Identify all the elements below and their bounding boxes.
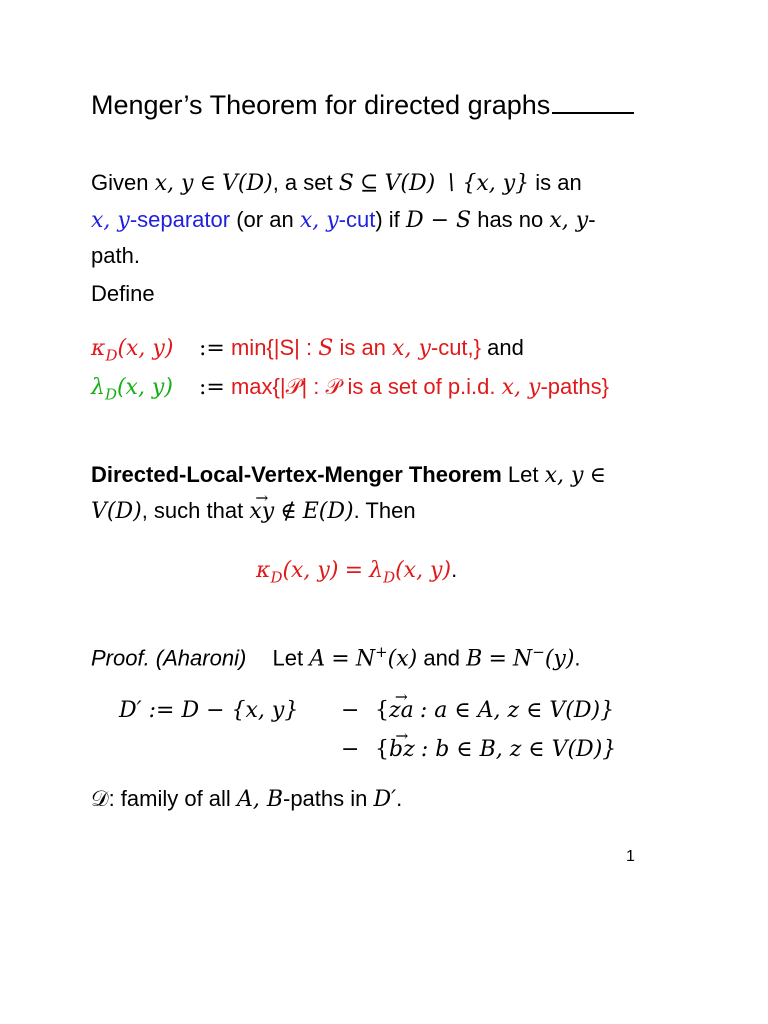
dprime-set2-open: { bbox=[375, 737, 389, 762]
term-separator: -separator bbox=[129, 207, 231, 232]
theorem-notin: ∉ bbox=[280, 499, 297, 524]
text-has-no: has no bbox=[477, 207, 544, 232]
theorem-arc-xy: → xy bbox=[249, 499, 274, 524]
slide-title bbox=[91, 90, 634, 121]
family-period: . bbox=[396, 786, 403, 811]
dprime-dash-2: − bbox=[341, 737, 360, 762]
kappa-rhs-s: S bbox=[318, 336, 334, 361]
math-xy-3: x, y bbox=[549, 208, 589, 233]
eq-kappa-args: (x, y) bbox=[282, 558, 339, 583]
lambda-rhs-xy: x, y bbox=[501, 375, 541, 400]
proof-eq-1: = bbox=[331, 646, 350, 672]
math-s: S bbox=[338, 171, 354, 196]
page-number: 1 bbox=[626, 848, 635, 865]
math-xy: x, y bbox=[154, 171, 194, 196]
dprime-line-1 bbox=[119, 697, 614, 723]
kappa-args: (x, y) bbox=[117, 336, 174, 361]
proof-b: B bbox=[466, 646, 483, 672]
math-vd: V(D) bbox=[221, 171, 273, 196]
title-text: Menger’s Theorem for directed graphs bbox=[91, 90, 551, 120]
intro-line-3 bbox=[91, 243, 140, 269]
kappa-rhs-cut: -cut,} bbox=[430, 335, 482, 360]
lambda-assign: := bbox=[199, 375, 225, 400]
math-subseteq: ⊆ bbox=[359, 171, 379, 196]
family-ab: A, B bbox=[236, 787, 283, 812]
lambda-args: (x, y) bbox=[116, 375, 173, 400]
proof-eq-2: = bbox=[488, 646, 507, 672]
kappa-definition bbox=[91, 335, 524, 364]
lambda-rhs-paths: -paths} bbox=[540, 374, 609, 399]
dprime-arc-za: → za bbox=[389, 698, 414, 723]
text-a-set: , a set bbox=[272, 170, 333, 195]
eq-lambda-args: (x, y) bbox=[395, 558, 452, 583]
dprime-lhs: D′ := D − {x, y} bbox=[119, 698, 299, 723]
text-path: path. bbox=[91, 243, 140, 268]
theorem-xy: x, y bbox=[544, 463, 584, 488]
text-define: Define bbox=[91, 281, 155, 306]
proof-plus: + bbox=[375, 643, 388, 661]
proof-let: Let bbox=[272, 645, 304, 671]
lambda-subscript: D bbox=[104, 385, 117, 404]
theorem-let: Let bbox=[507, 462, 539, 487]
dprime-line-2 bbox=[341, 736, 616, 762]
proof-n-minus: N bbox=[513, 646, 533, 672]
text-given: Given bbox=[91, 170, 149, 195]
kappa-rhs-min: min{|S| : bbox=[230, 335, 313, 360]
family-line bbox=[91, 786, 402, 812]
theorem-line-2 bbox=[91, 498, 416, 524]
lambda-rhs-p: 𝒫 bbox=[325, 374, 342, 399]
math-setminus: ∖ {x, y} bbox=[441, 171, 530, 196]
kappa-symbol: κ bbox=[91, 336, 106, 361]
eq-kappa-sub: D bbox=[270, 568, 283, 587]
term-cut: -cut bbox=[338, 207, 376, 232]
text-hyphen: - bbox=[588, 207, 596, 232]
kappa-assign: := bbox=[199, 336, 225, 361]
kappa-rhs-is-an: is an bbox=[339, 335, 386, 360]
kappa-subscript: D bbox=[105, 346, 118, 365]
theorem-such-that: , such that bbox=[141, 498, 244, 523]
family-paths-in: -paths in bbox=[283, 786, 368, 811]
math-in: ∈ bbox=[199, 171, 216, 196]
text-is-an: is an bbox=[535, 170, 582, 195]
proof-label: Proof. (Aharoni) bbox=[91, 645, 247, 671]
dprime-dash-1: − bbox=[341, 698, 360, 723]
dprime-set2-rest: : b ∈ B, z ∈ V(D)} bbox=[420, 737, 617, 762]
math-vd-2: V(D) bbox=[384, 171, 436, 196]
proof-line bbox=[91, 643, 581, 671]
proof-and: and bbox=[423, 645, 461, 671]
eq-lambda: λ bbox=[369, 558, 384, 583]
family-symbol: 𝒟 bbox=[91, 787, 109, 812]
text-or-an: (or an bbox=[236, 207, 294, 232]
eq-kappa: κ bbox=[256, 558, 271, 583]
theorem-ed: E(D) bbox=[302, 499, 354, 524]
family-dprime: D′ bbox=[373, 787, 397, 812]
define-line bbox=[91, 281, 155, 307]
theorem-in: ∈ bbox=[589, 463, 606, 488]
dprime-set1-open: { bbox=[375, 698, 389, 723]
proof-a: A bbox=[309, 646, 326, 672]
intro-line-1 bbox=[91, 170, 582, 196]
text-if: ) if bbox=[375, 207, 400, 232]
theorem-vd: V(D) bbox=[91, 499, 142, 524]
family-text: : family of all bbox=[108, 786, 231, 811]
title-underline bbox=[552, 112, 634, 114]
lambda-symbol: λ bbox=[91, 375, 105, 400]
text-and: and bbox=[487, 335, 524, 360]
proof-n-plus: N bbox=[355, 646, 376, 672]
eq-lambda-sub: D bbox=[383, 568, 396, 587]
math-xy-blue: x, y bbox=[91, 208, 130, 233]
eq-period: . bbox=[451, 557, 458, 582]
proof-x-arg: (x) bbox=[387, 646, 418, 672]
theorem-name: Directed-Local-Vertex-Menger Theorem bbox=[91, 462, 502, 487]
kappa-rhs-xy: x, y bbox=[392, 336, 431, 361]
proof-y-arg: (y) bbox=[544, 646, 575, 672]
dprime-arc-bz: → bz bbox=[389, 737, 415, 762]
theorem-then: . Then bbox=[353, 498, 416, 523]
lambda-definition bbox=[91, 374, 609, 403]
lambda-rhs-set: is a set of p.i.d. bbox=[347, 374, 496, 399]
proof-minus: − bbox=[532, 643, 545, 661]
math-xy-blue-2: x, y bbox=[299, 208, 339, 233]
eq-equals: = bbox=[344, 558, 363, 583]
lambda-rhs-max: max{|𝒫| : bbox=[230, 374, 320, 399]
theorem-equation bbox=[256, 557, 457, 586]
dprime-set1-rest: : a ∈ A, z ∈ V(D)} bbox=[419, 698, 615, 723]
intro-line-2 bbox=[91, 207, 596, 233]
theorem-line-1 bbox=[91, 462, 606, 488]
math-d-minus-s: D − S bbox=[405, 208, 472, 233]
proof-period: . bbox=[574, 645, 581, 671]
